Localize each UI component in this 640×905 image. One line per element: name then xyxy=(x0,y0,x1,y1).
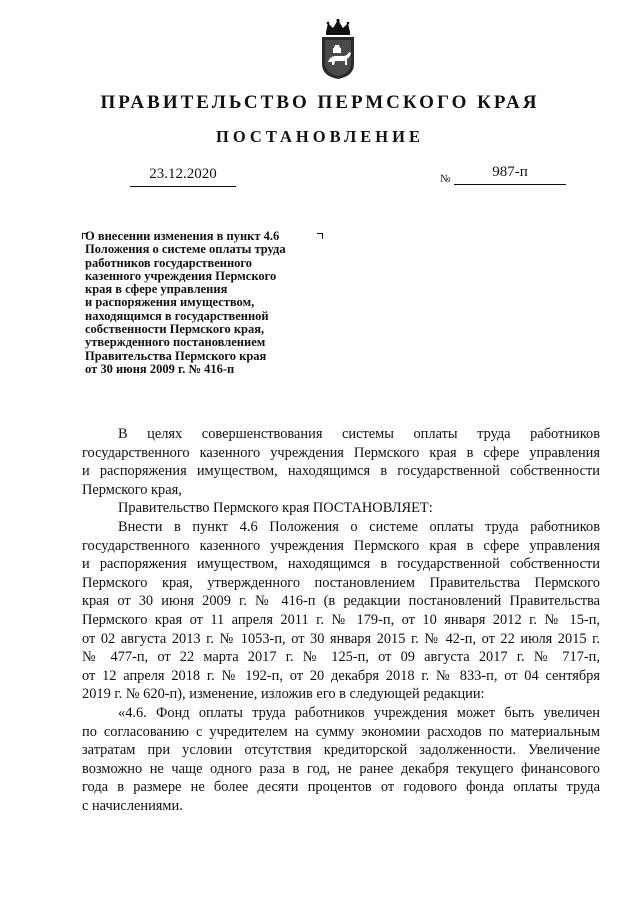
body-line: по согласованию с учредителем на сумму экономии расходов по материальным xyxy=(82,723,600,740)
body-line: Пермского края, утвержденного постановлением Правительства Пермского xyxy=(82,574,600,591)
body-line: года в размере не более десяти процентов от годового фонда оплаты труда xyxy=(82,779,600,796)
body-line: Пермского края, xyxy=(82,481,182,498)
document-type: ПОСТАНОВЛЕНИЕ xyxy=(216,127,424,146)
subject-line: находящимся в государственной xyxy=(85,308,269,323)
document-subject xyxy=(85,230,365,376)
document-number: 987-п xyxy=(492,164,528,180)
subject-line: Положения о системе оплаты труда xyxy=(85,242,286,257)
body-line: Правительство Пермского края ПОСТАНОВЛЯЕТ: xyxy=(118,500,433,517)
body-line: с начислениями. xyxy=(82,797,183,814)
body-line: от 12 апреля 2018 г. № 192-п, от 20 декабря 2018 г. № 833-п, от 04 сентября xyxy=(82,667,600,684)
body-line: от 02 августа 2013 г. № 1053-п, от 30 января 2015 г. № 42-п, от 22 июля 2015 г. xyxy=(82,630,600,647)
subject-line: от 30 июня 2009 г. № 416-п xyxy=(85,361,235,376)
document-number-field xyxy=(454,164,566,186)
body-line: Пермского края от 11 апреля 2011 г. № 179-п, от 10 января 2012 г. № 15-п, xyxy=(82,611,600,628)
body-line: государственного казенного учреждения Пермского края в сфере управления xyxy=(82,444,600,461)
body-line: и распоряжения имуществом, находящимся в государственной собственности xyxy=(82,463,600,480)
body-line: государственного казенного учреждения Пермского края в сфере управления xyxy=(82,537,600,554)
document-date-field xyxy=(130,166,236,188)
document-body xyxy=(82,425,600,815)
subject-line: утвержденного постановлением xyxy=(85,335,266,350)
number-sign: № xyxy=(440,173,451,185)
government-name: ПРАВИТЕЛЬСТВО ПЕРМСКОГО КРАЯ xyxy=(100,92,540,113)
number-underline xyxy=(454,184,566,185)
date-underline xyxy=(130,186,236,187)
subject-line: и распоряжения имуществом, xyxy=(85,295,255,310)
subject-line: края в сфере управления xyxy=(85,282,228,297)
body-line: 2019 г. № 620-п), изменение, изложив его в следующей редакции: xyxy=(82,686,485,703)
body-line: затратам при условии отсутствия кредиторской задолженности. Увеличение xyxy=(82,742,600,759)
body-line: и распоряжения имуществом, находящимся в государственной собственности xyxy=(82,556,600,573)
subject-line: Правительства Пермского края xyxy=(85,348,267,363)
body-line: Внести в пункт 4.6 Положения о системе оплаты труда работников xyxy=(118,518,600,535)
subject-line: казенного учреждения Пермского xyxy=(85,268,277,283)
body-line: края от 30 июня 2009 г. № 416-п (в редакции постановлений Правительства xyxy=(82,593,600,610)
body-line: В целях совершенствования системы оплаты труда работников xyxy=(118,426,600,442)
coat-of-arms-icon xyxy=(317,18,359,80)
subject-line: собственности Пермского края, xyxy=(85,322,265,337)
body-line: № 477-п, от 22 марта 2017 г. № 125-п, от 09 августа 2017 г. № 717-п, xyxy=(82,649,600,666)
subject-line: работников государственного xyxy=(85,255,253,270)
document-date: 23.12.2020 xyxy=(149,166,217,182)
body-line: «4.6. Фонд оплаты труда работников учреждения может быть увеличен xyxy=(118,704,600,721)
body-line: возможно не чаще одного раза в год, не ранее декабря текущего финансового xyxy=(82,760,600,777)
subject-line: О внесении изменения в пункт 4.6 xyxy=(85,229,280,243)
